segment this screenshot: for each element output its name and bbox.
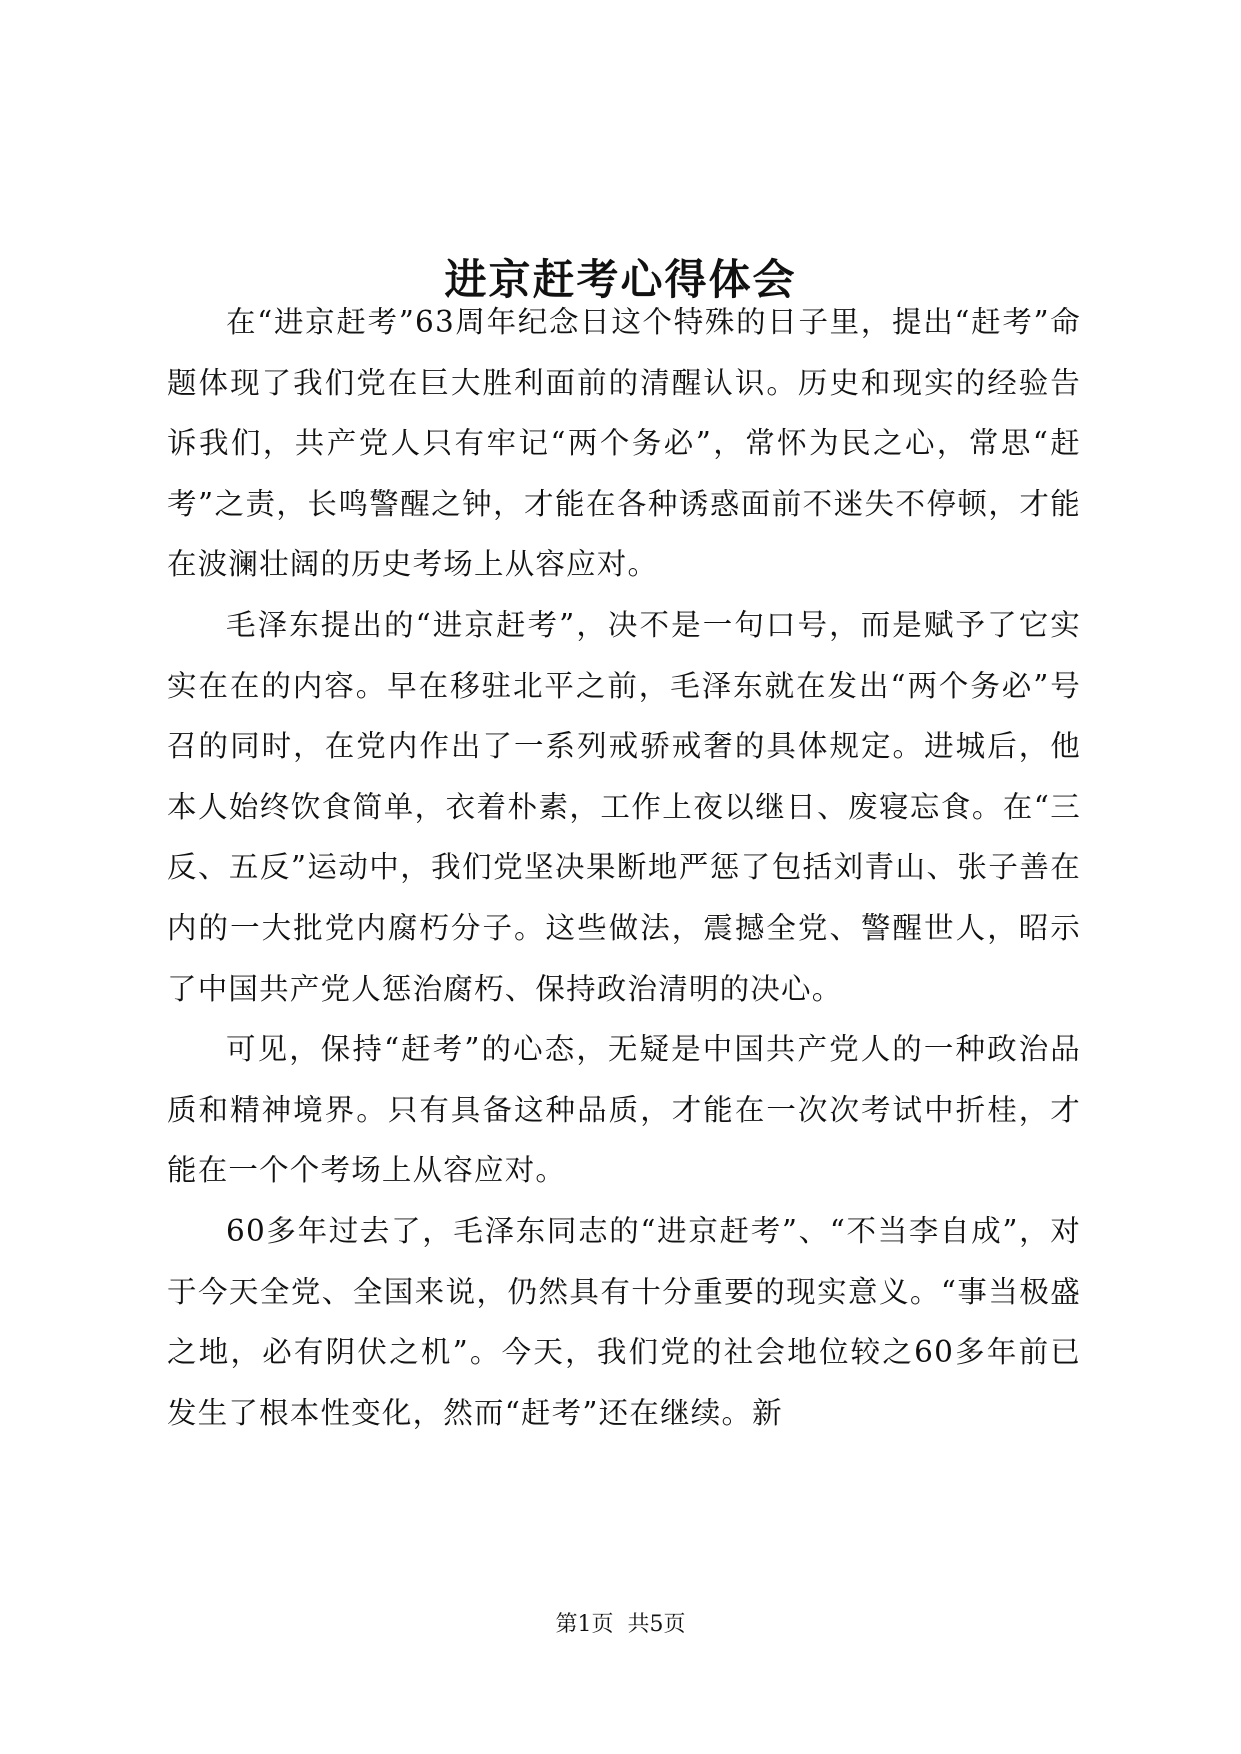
page-number: 第1页 共5页	[555, 1612, 686, 1637]
paragraph: 60多年过去了，毛泽东同志的“进京赶考”、“不当李自成”，对于今天全党、全国来说，仍然具有十分重要的现实意义。“事当极盛之地，必有阴伏之机”。今天，我们党的社会地位较之60多年前已发生了根本性变化，然而“赶考”还在继续。新	[167, 1213, 1081, 1430]
document-body	[167, 292, 1081, 1443]
page-footer	[0, 1610, 1241, 1640]
paragraph: 在“进京赶考”63周年纪念日这个特殊的日子里，提出“赶考”命题体现了我们党在巨大胜利面前的清醒认识。历史和现实的经验告诉我们，共产党人只有牢记“两个务必”，常怀为民之心，常思“赶考”之责，长鸣警醒之钟，才能在各种诱惑面前不迷失不停顿，才能在波澜壮阔的历史考场上从容应对。	[167, 305, 1081, 582]
paragraph: 可见，保持“赶考”的心态，无疑是中国共产党人的一种政治品质和精神境界。只有具备这种品质，才能在一次次考试中折桂，才能在一个个考场上从容应对。	[167, 1032, 1081, 1188]
paragraph: 毛泽东提出的“进京赶考”，决不是一句口号，而是赋予了它实实在在的内容。早在移驻北平之前，毛泽东就在发出“两个务必”号召的同时，在党内作出了一系列戒骄戒奢的具体规定。进城后，他本人始终饮食简单，衣着朴素，工作上夜以继日、废寝忘食。在“三反、五反”运动中，我们党坚决果断地严惩了包括刘青山、张子善在内的一大批党内腐朽分子。这些做法，震撼全党、警醒世人，昭示了中国共产党人惩治腐朽、保持政治清明的决心。	[167, 607, 1081, 1006]
page-title: 进京赶考心得体会	[444, 255, 797, 305]
